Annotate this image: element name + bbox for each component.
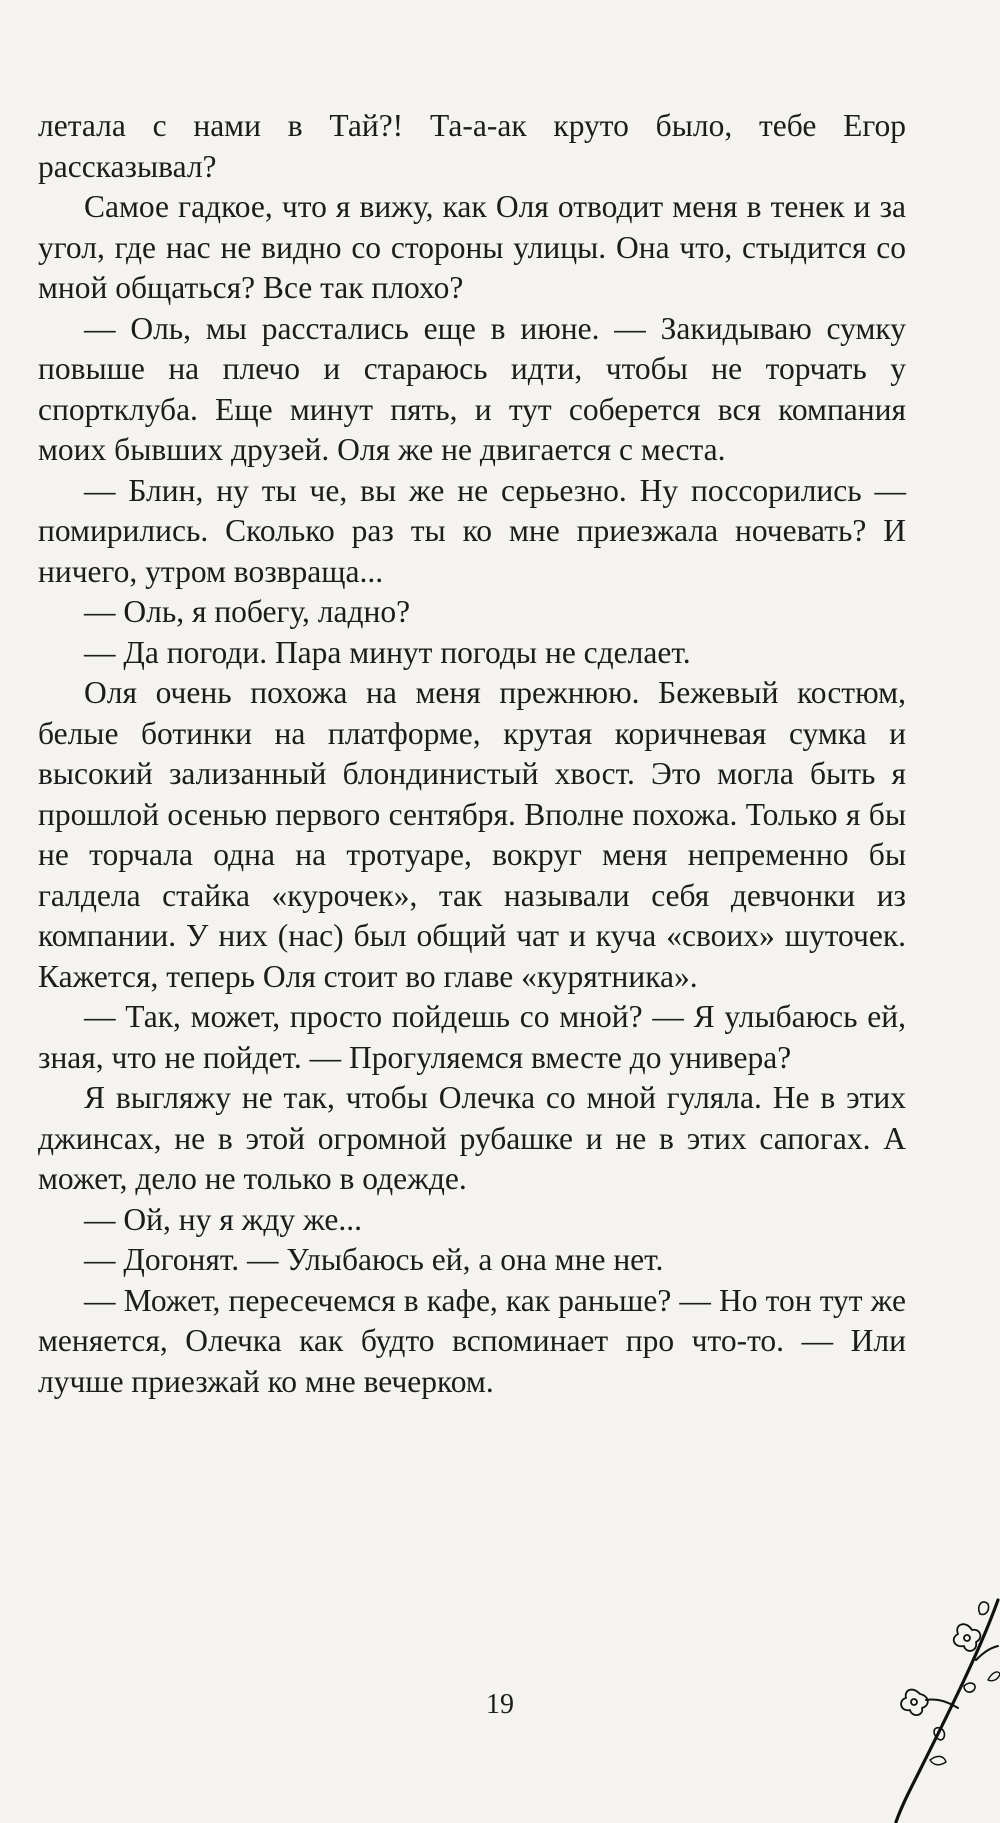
paragraph-5: — Оль, я побегу, ладно? [84,594,411,629]
paragraph-4: — Блин, ну ты че, вы же не серьезно. Ну поссорились — помирились. Сколько раз ты ко мне приезжала ночевать? И ничего, утром возвраща... [38,472,906,589]
page-body-text [38,106,906,1402]
paragraph-12: — Может, пересечемся в кафе, как раньше? — Но тон тут же меняется, Олечка как будто вспоминает про что-то. — Или лучше приезжай ко мне вечерком. [38,1282,906,1399]
paragraph-2: Самое гадкое, что я вижу, как Оля отводит меня в тенек и за угол, где нас не видно со стороны улицы. Она что, стыдится со мной общаться? Все так плохо? [38,189,906,305]
paragraph-10: — Ой, ну я жду же... [84,1201,362,1237]
blossom-branch-icon [880,1590,1000,1823]
page-number: 19 [486,1689,514,1720]
paragraph-8: — Так, может, просто пойдешь со мной? — Я улыбаюсь ей, зная, что не пойдет. — Прогуляемся вместе до универа? [38,999,906,1075]
paragraph-1: летала с нами в Тай?! Та-а-ак круто было, тебе Егор рассказывал? [38,108,906,184]
paragraph-6: — Да погоди. Пара минут погоды не сделает. [84,634,691,670]
paragraph-7: Оля очень похожа на меня прежнюю. Бежевый костюм, белые ботинки на платформе, крутая коричневая сумка и высокий зализанный блондинистый хвост. Это могла быть я прошлой осенью первого сентября. Вполне похожа. Только я бы не торчала одна на тротуаре, вокруг меня непременно бы галдела стайка «курочек», так называли себя девчонки из компании. У них (нас) был общий чат и куча «своих» шуточек. Кажется, теперь Оля стоит во главе «курятника». [38,675,906,994]
paragraph-3: — Оль, мы расстались еще в июне. — Закидываю сумку повыше на плечо и стараюсь идти, чтобы не торчать у спортклуба. Еще минут пять, и тут соберется вся компания моих бывших друзей. Оля же не двигается с места. [38,310,906,467]
paragraph-9: Я выгляжу не так, чтобы Олечка со мной гуляла. Не в этих джинсах, не в этой огромной рубашке и не в этих сапогах. А может, дело не только в одежде. [38,1080,906,1196]
paragraph-11: — Догонят. — Улыбаюсь ей, а она мне нет. [84,1242,664,1277]
